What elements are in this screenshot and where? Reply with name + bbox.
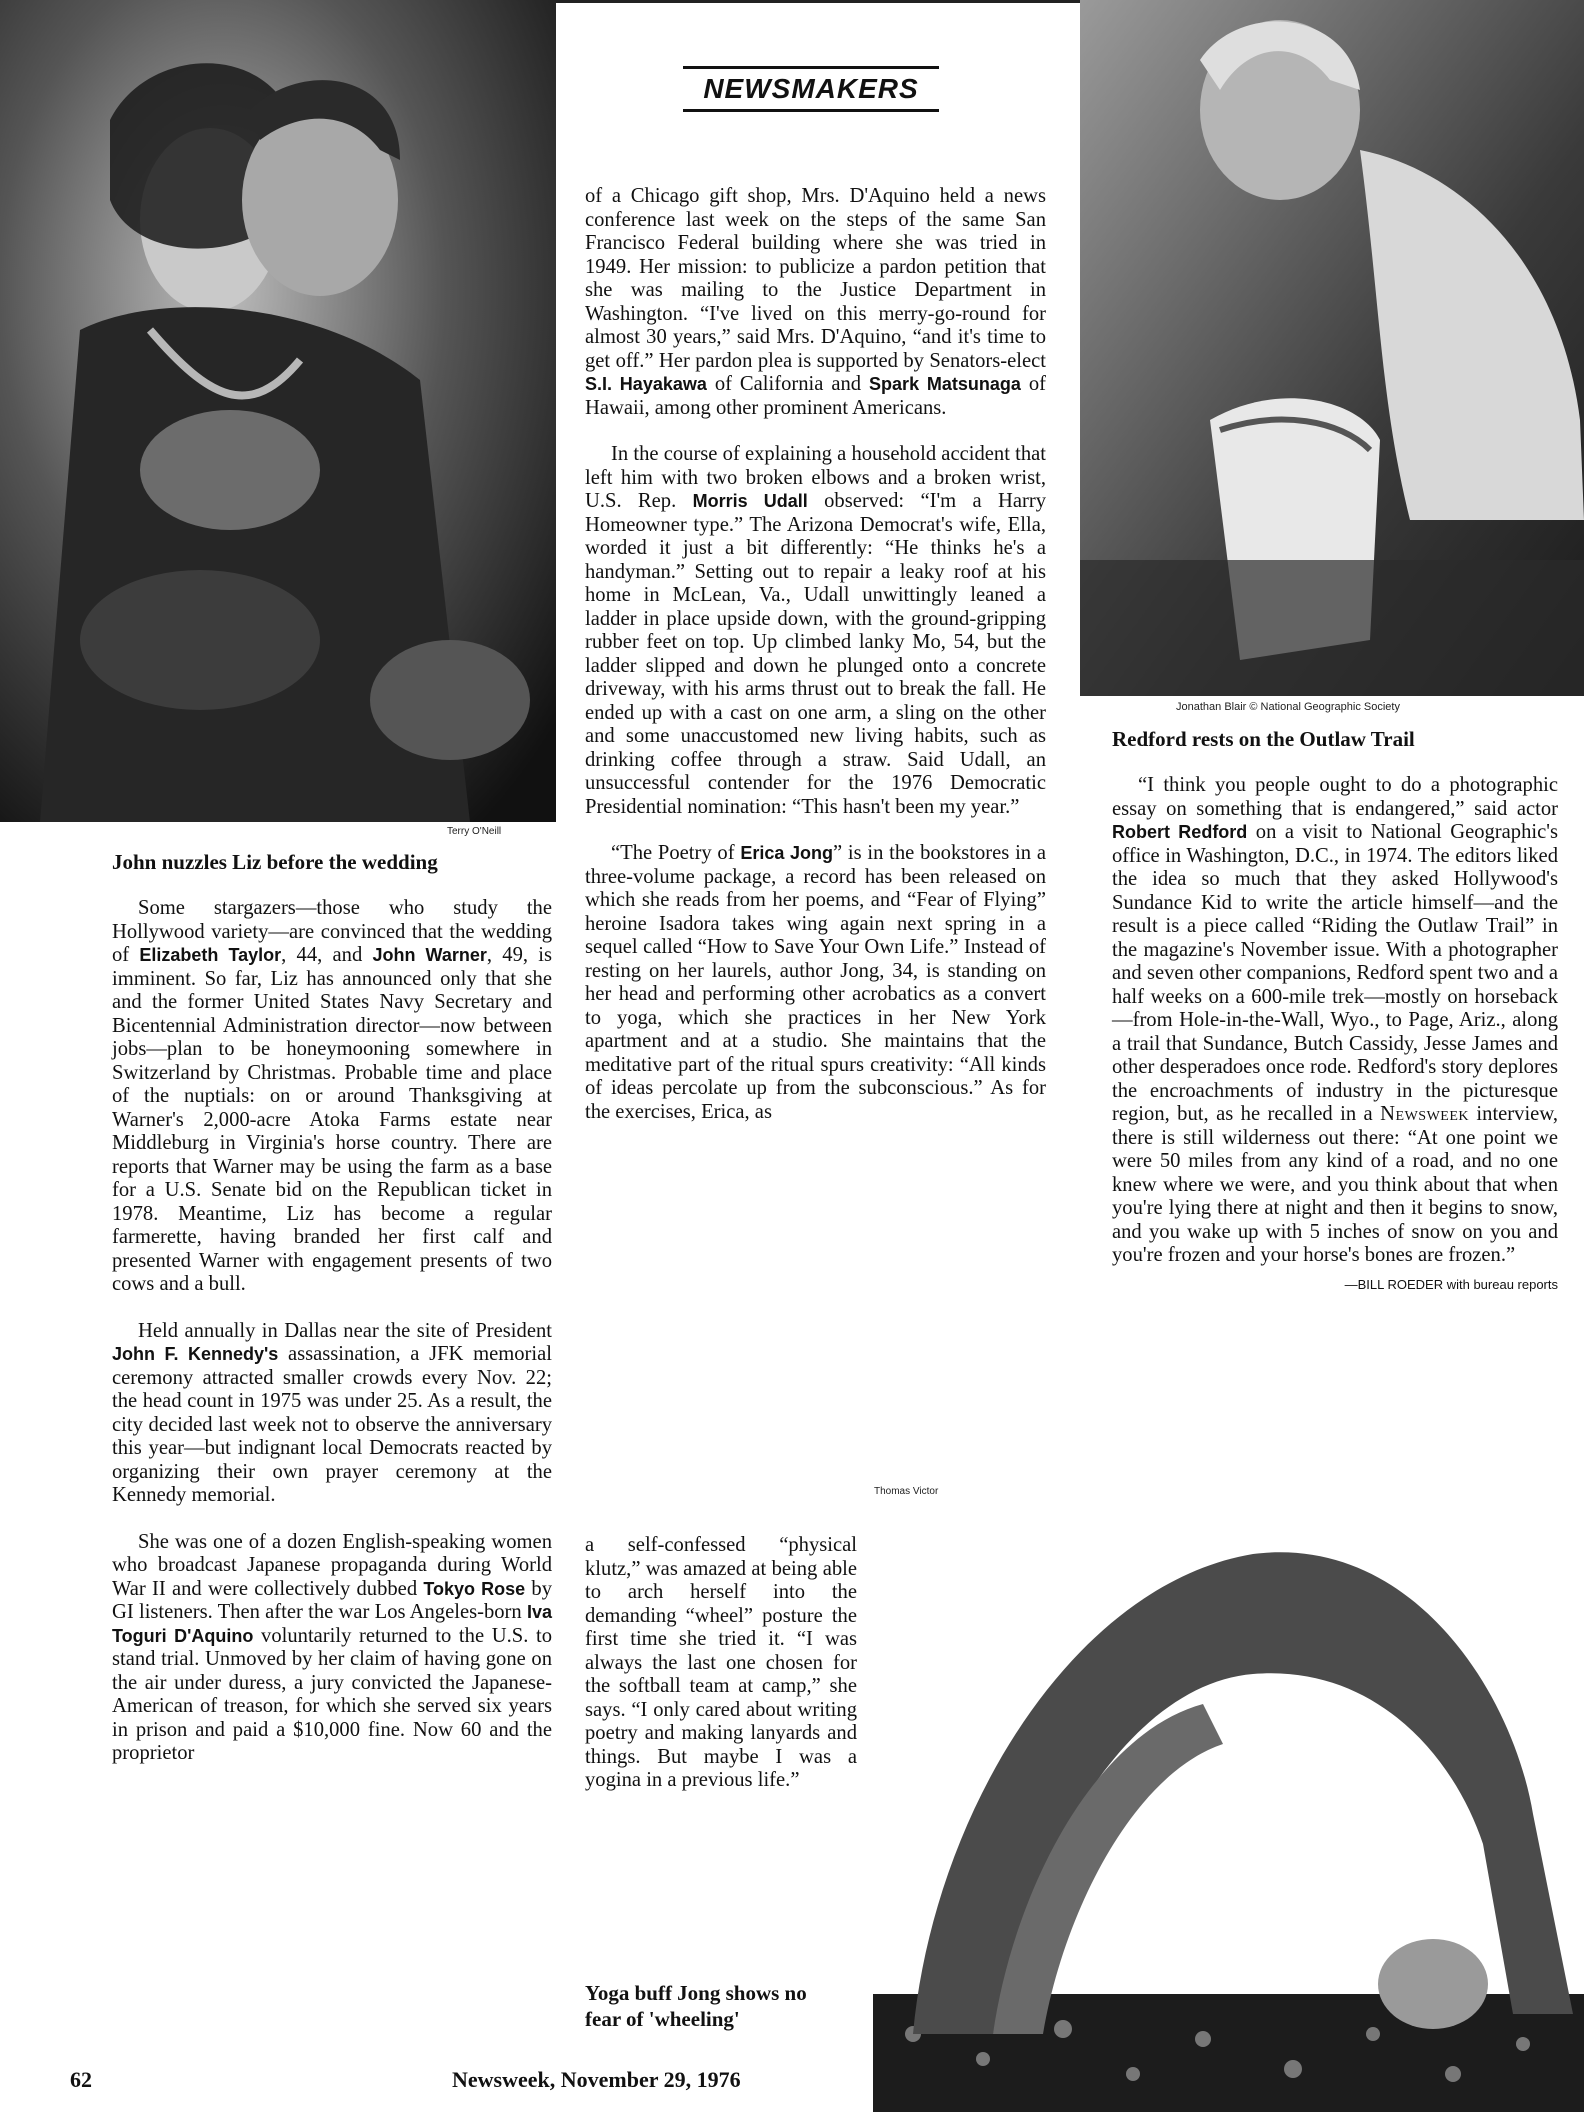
name-tokyo-rose: Tokyo Rose: [423, 1578, 526, 1599]
paragraph-jong-continued: a self-confessed “physical klutz,” was amazed at being able to arch herself into the demanding “wheel” posture the first time she tried it. “I was always the last one chosen for the softball team at camp,” she says. “I only cared about writing poetry and making lanyards and things. But maybe I was a yogina in a previous life.”: [585, 1534, 857, 1791]
byline: —BILL ROEDER with bureau reports: [1344, 1276, 1558, 1292]
text: observed: “I'm a Harry Homeowner type.” The Arizona Democrat's wife, Ella, worded it just a bit differently: “He thinks he's a handyman.” Setting out to repair a leaky roof at his home in McLean, Va., Udall unwittingly leaned a ladder in place upside down, with the ground-gripping rubber feet on top. Up climbed lanky Mo, 54, but the ladder slipped and down he plunged onto a concrete driveway, with his arms thrust out to break the fall. He ended up with a cast on one arm, a sling on the other and some unaccustomed new living habits, such as drinking coffee through a straw. Said Udall, an unsuccessful contender for the 1976 Democratic Presidential nomination: “This hasn't been my year.”: [585, 490, 1046, 818]
text: “The Poetry of: [611, 842, 735, 864]
photo-credit-oneill: Terry O'Neill: [447, 826, 502, 837]
text: of a Chicago gift shop, Mrs. D'Aquino held a news conference last week on the steps of the same San Francisco Federal building where she was tried in 1949. Her mission: to publicize a pardon petition that she was mailing to the Justice Department in Washington. “I've lived on this merry-go-round for almost 30 years,” said Mrs. D'Aquino, “and it's time to get off.” Her pardon plea is supported by Senators-elect: [585, 185, 1046, 372]
text: Some stargazers—those who study the Hollywood variety—are convinced that the wedding of: [112, 897, 552, 966]
caption-taylor-warner: John nuzzles Liz before the wedding: [112, 850, 438, 874]
name-erica-jong: Erica Jong: [740, 843, 833, 863]
article-column-2: [585, 185, 1046, 1124]
paragraph-taylor-warner: [112, 897, 552, 1297]
paragraph-tokyo-rose: [112, 1531, 552, 1766]
photo-jong-image: [873, 1514, 1584, 2112]
paragraph-kennedy-memorial: [112, 1320, 552, 1508]
text: by GI listeners. Then after the war Los Angeles-born: [112, 1577, 552, 1623]
article-column-2-wrap: [585, 1534, 857, 1816]
text: assassination, a JFK memorial ceremony attracted smaller crowds every Nov. 22; the head count in 1975 was under 25. As a result, the city decided last week not to observe the anniversary this year—but indignant local Democrats reacted by organizing their own prayer ceremony at the Kennedy memorial.: [112, 1343, 552, 1506]
name-robert-redford: Robert Redford: [1112, 822, 1248, 842]
photo-jong: [873, 1514, 1584, 2112]
paragraph-redford: [1112, 774, 1558, 1268]
paragraph-jong: [585, 842, 1046, 1124]
paragraph-udall: [585, 443, 1046, 819]
name-elizabeth-taylor: Elizabeth Taylor: [139, 945, 282, 965]
article-column-1: [112, 897, 552, 1789]
name-john-warner: John Warner: [372, 945, 487, 965]
photo-credit-victor: Thomas Victor: [874, 1486, 939, 1497]
text: She was one of a dozen English-speaking women who broadcast Japanese propaganda during World War II and were collectively dubbed: [112, 1530, 552, 1600]
text: , 44, and: [281, 944, 363, 966]
text: ” is in the bookstores in a three-volume package, a record has been released on which she reads from her poems, and “Fear of Flying” heroine Isadora takes wing again next spring in a sequel called “How to Save Your Own Life.” Instead of resting on her laurels, author Jong, 34, is standing on her head and performing other acrobatics as a convert to yoga, which she practices in her New York apartment and at a studio. She maintains that the meditative part of the ritual spurs creativity: “All kinds of ideas percolate up from the subconscious.” As for the exercises, Erica, as: [585, 842, 1046, 1123]
text: Held annually in Dallas near the site of President: [138, 1319, 552, 1342]
article-column-3: [1112, 774, 1558, 1294]
photo-redford: [1080, 0, 1584, 696]
issue-footer: Newsweek, November 29, 1976: [452, 2067, 741, 2092]
text: , 49, is imminent. So far, Liz has announced only that she and the former United States Navy Secretary and Bicentennial Administration director—now between jobs—plan to be honeymooning somewhere in Switzerland by Christmas. Probable time and place of the nuptials: on or around Thanksgiving at Warner's 2,000-acre Atoka Farms estate near Middleburg in Virginia's horse country. There are reports that Warner may be using the farm as a base for a U.S. Senate bid on the Republican ticket in 1978. Meantime, Liz has become a regular farmerette, having branded her first calf and presented Warner with engagement presents of two cows and a bull.: [112, 944, 552, 1295]
photo-taylor-warner: [0, 0, 556, 822]
text: voluntarily returned to the U.S. to stand trial. Unmoved by her claim of having gone on the air under duress, a jury convicted the Japanese-American of treason, for which she served six years in prison and paid a $10,000 fine. Now 60 and the proprietor: [112, 1624, 552, 1764]
text: of Hawaii, among other prominent Americans.: [585, 373, 1046, 419]
photo-redford-image: [1080, 0, 1584, 696]
caption-jong: Yoga buff Jong shows no fear of 'wheeling': [585, 1981, 807, 2031]
text: In the course of explaining a household accident that left him with two broken elbows and a broken wrist, U.S. Rep.: [585, 443, 1046, 512]
photo-taylor-warner-image: [0, 0, 556, 822]
name-john-f-kennedy: John F. Kennedy's: [112, 1344, 279, 1364]
name-iva-toguri-daquino: Iva Toguri D'Aquino: [112, 1602, 552, 1646]
paragraph-daquino-pardon: [585, 185, 1046, 420]
text: “I think you people ought to do a photographic essay on something that is endangered,” said actor: [1112, 774, 1558, 820]
caption-redford: Redford rests on the Outlaw Trail: [1112, 727, 1415, 751]
name-morris-udall: Morris Udall: [692, 491, 808, 511]
text: interview, there is still wilderness out there: “At one point we were 50 miles from any kind of a road, and no one knew where we were, and you think about that when you're lying there at night and then it begins to snow, and you wake up with 5 inches of snow on you and you're frozen and your horse's bones are frozen.”: [1112, 1103, 1559, 1266]
name-si-hayakawa: S.I. Hayakawa: [585, 374, 707, 394]
photo-credit-blair: Jonathan Blair © National Geographic Society: [1176, 701, 1400, 713]
page-number: 62: [70, 2067, 92, 2092]
text: on a visit to National Geographic's office in Washington, D.C., in 1974. The editors liked the idea so much that they asked Hollywood's Sundance Kid to write the article himself—and the result is a piece called “Riding the Outlaw Trail” in the magazine's November issue. With a photographer and seven other companions, Redford spent two and a half weeks on a 600-mile trek—mostly on horseback—from Hole-in-the-Wall, Wyo., to Page, Ariz., along a trail that Sundance, Butch Cassidy, Jesse James and other desperadoes once rode. Redford's story deplores the encroachments of industry in the picturesque region, but, as he recalled in a: [1112, 821, 1558, 1125]
name-spark-matsunaga: Spark Matsunaga: [869, 374, 1021, 394]
text: of California and: [706, 373, 862, 395]
newsweek-wordmark: Newsweek: [1380, 1103, 1469, 1125]
section-title: NEWSMAKERS: [683, 66, 939, 112]
